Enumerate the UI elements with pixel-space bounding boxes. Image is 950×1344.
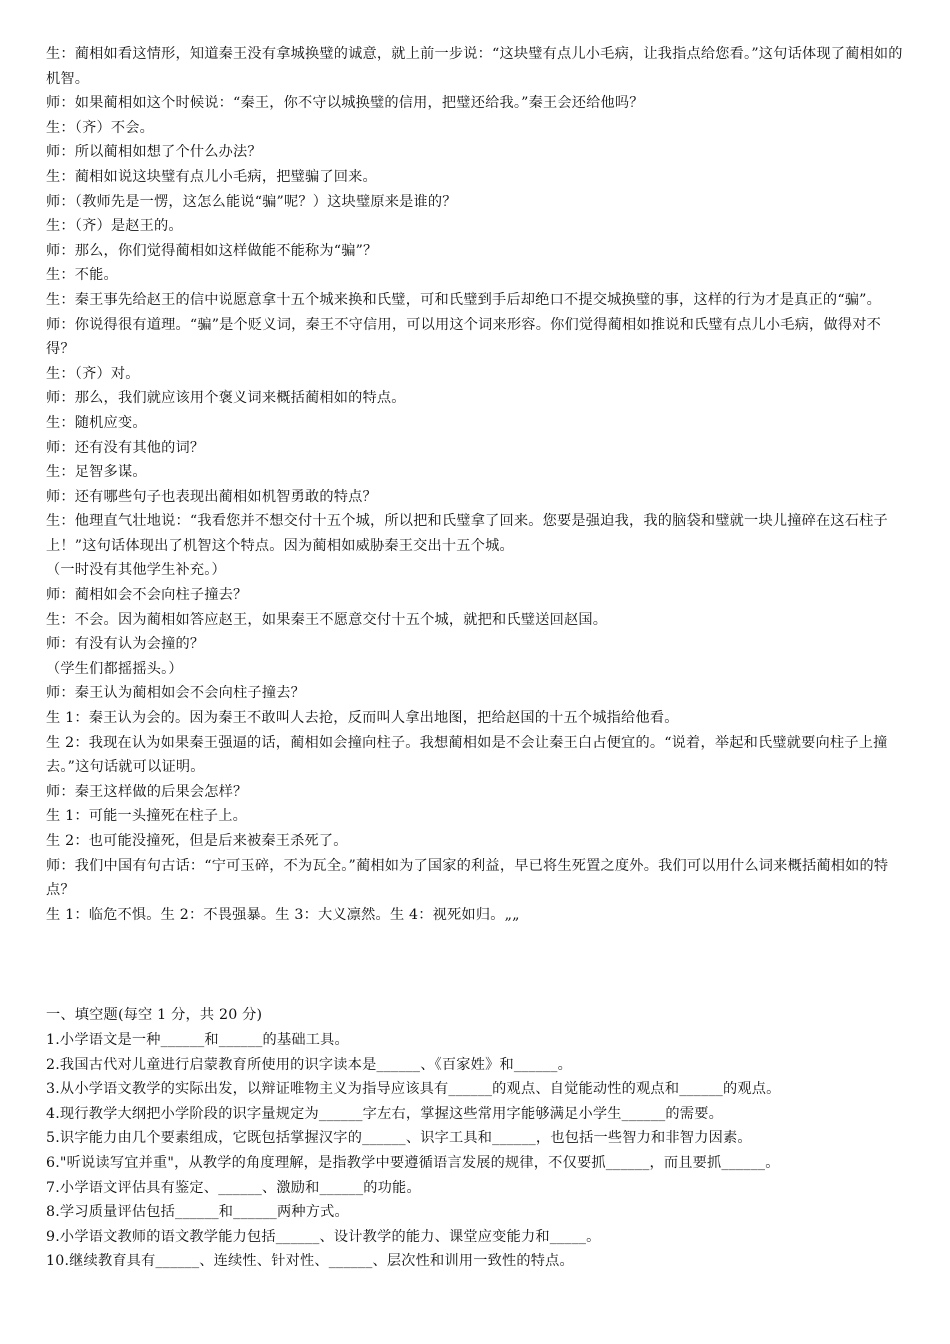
dialogue-line: 师：（教师先是一愣，这怎么能说“骗”呢？）这块璧原来是谁的？ <box>46 193 457 210</box>
section-spacer <box>46 927 906 1003</box>
dialogue-line: 生：蔺相如看这情形，知道秦王没有拿城换璧的诚意，就上前一步说：“这块璧有点儿小毛病，让我指点给您看。”这句话体现了蔺相如的机智。 <box>46 46 903 87</box>
dialogue-line: 生：不能。 <box>46 267 118 284</box>
dialogue-line: 生 1：秦王认为会的。因为秦王不敢叫人去抢，反而叫人拿出地图，把给赵国的十五个城指给他看。 <box>46 710 679 727</box>
dialogue-line: 师：还有没有其他的词？ <box>46 439 205 456</box>
dialogue-line: 生：他理直气壮地说：“我看您并不想交付十五个城，所以把和氏璧拿了回来。您要是强迫我，我的脑袋和璧就一块儿撞碎在这石柱子上！”这句话体现出了机智这个特点。因为蔺相如威胁秦王交出十五个城。 <box>46 513 888 554</box>
dialogue-line: 师：有没有认为会撞的？ <box>46 636 205 653</box>
dialogue-line: 生：（齐）对。 <box>46 365 140 382</box>
dialogue-line: （一时没有其他学生补充。） <box>46 562 226 579</box>
dialogue-line: 生：秦王事先给赵王的信中说愿意拿十五个城来换和氏璧，可和氏璧到手后却绝口不提交城换璧的事，这样的行为才是真正的“骗”。 <box>46 291 881 308</box>
dialogue-line: 师：秦王这样做的后果会怎样？ <box>46 783 248 800</box>
dialogue-line: 生 1：可能一头撞死在柱子上。 <box>46 808 247 825</box>
quiz-question: 3.从小学语文教学的实际出发，以辩证唯物主义为指导应该具有______的观点、自觉能动性的观点和______的观点。 <box>46 1081 781 1098</box>
quiz-question: 4.现行教学大纲把小学阶段的识字量规定为______字左右，掌握这些常用字能够满足小学生______的需要。 <box>46 1105 723 1122</box>
quiz-question: 1.小学语文是一种______和______的基础工具。 <box>46 1031 349 1048</box>
quiz-question: 9.小学语文教师的语文教学能力包括______、设计教学的能力、课堂应变能力和_____。 <box>46 1228 601 1245</box>
dialogue-line: 师：我们中国有句古话：“宁可玉碎，不为瓦全。”蔺相如为了国家的利益，早已将生死置之度外。我们可以用什么词来概括蔺相如的特点？ <box>46 857 889 899</box>
dialogue-line: 师：如果蔺相如这个时候说：“秦王，你不守以城换璧的信用，把璧还给我。”秦王会还给他吗？ <box>46 95 644 112</box>
dialogue-line: 生：随机应变。 <box>46 414 147 431</box>
quiz-question: 8.学习质量评估包括______和______两种方式。 <box>46 1204 349 1221</box>
dialogue-line: 生 1：临危不惧。生 2：不畏强暴。生 3：大义凛然。生 4：视死如归。„„ <box>46 906 520 923</box>
classroom-dialogue <box>46 42 906 927</box>
quiz-question: 2.我国古代对儿童进行启蒙教育所使用的识字读本是______、《百家姓》和______。 <box>46 1056 572 1073</box>
dialogue-line: 师：还有哪些句子也表现出蔺相如机智勇敢的特点？ <box>46 488 377 505</box>
dialogue-line: （学生们都摇摇头。） <box>46 660 183 677</box>
dialogue-line: 生 2：我现在认为如果秦王强逼的话，蔺相如会撞向柱子。我想蔺相如是不会让秦王白占便宜的。“说着，举起和氏璧就要向柱子上撞去。”这句话就可以证明。 <box>46 734 888 776</box>
dialogue-line: 生：（齐）是赵王的。 <box>46 218 183 235</box>
dialogue-line: 生：足智多谋。 <box>46 464 147 481</box>
quiz-question: 10.继续教育具有______、连续性、针对性、______、层次性和训用一致性的特点。 <box>46 1253 574 1270</box>
dialogue-line: 师：蔺相如会不会向柱子撞去？ <box>46 587 248 604</box>
section-heading: 一、填空题(每空 1 分，共 20 分) <box>46 1007 263 1024</box>
fill-in-blank-section <box>46 1003 906 1274</box>
dialogue-line: 生：蔺相如说这块璧有点儿小毛病，把璧骗了回来。 <box>46 168 377 185</box>
quiz-question: 7.小学语文评估具有鉴定、______、激励和______的功能。 <box>46 1179 421 1196</box>
dialogue-line: 师：所以蔺相如想了个什么办法？ <box>46 144 262 161</box>
dialogue-line: 生 2：也可能没撞死，但是后来被秦王杀死了。 <box>46 833 348 849</box>
dialogue-line: 生：不会。因为蔺相如答应赵王，如果秦王不愿意交付十五个城，就把和氏璧送回赵国。 <box>46 611 608 628</box>
quiz-question: 6."听说读写宜并重"，从教学的角度理解，是指教学中要遵循语言发展的规律，不仅要抓______，而且要抓______。 <box>46 1154 780 1171</box>
dialogue-line: 生：（齐）不会。 <box>46 119 155 136</box>
quiz-question: 5.识字能力由几个要素组成，它既包括掌握汉字的______、识字工具和______，也包括一些智力和非智力因素。 <box>46 1130 752 1147</box>
dialogue-line: 师：那么，我们就应该用个褒义词来概括蔺相如的特点。 <box>46 390 406 407</box>
dialogue-line: 师：那么，你们觉得蔺相如这样做能不能称为“骗”？ <box>46 242 378 259</box>
dialogue-line: 师：你说得很有道理。“骗”是个贬义词，秦王不守信用，可以用这个词来形容。你们觉得蔺相如推说和氏璧有点儿小毛病，做得对不得？ <box>46 316 881 358</box>
dialogue-line: 师：秦王认为蔺相如会不会向柱子撞去？ <box>46 685 305 702</box>
